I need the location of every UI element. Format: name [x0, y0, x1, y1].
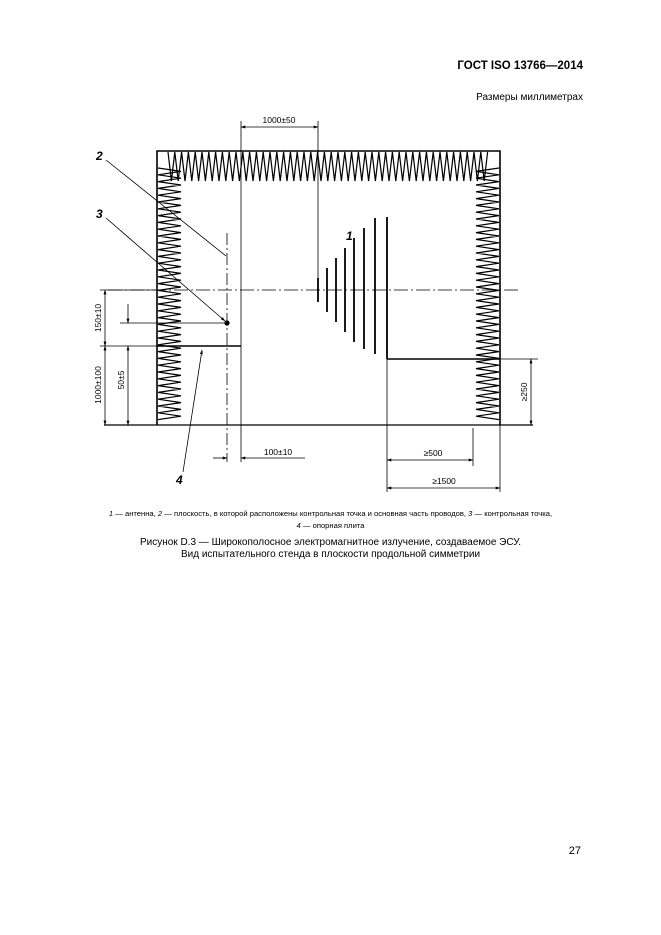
- page-number: 27: [568, 845, 581, 857]
- caption-line-1: Рисунок D.3 — Широкополосное электромагнитное излучение, создаваемое ЭСУ.: [139, 537, 522, 548]
- legend-item-2: 2 — плоскость, в которой расположены контрольная точка и основная часть проводов,: [157, 509, 467, 518]
- caption-line-2: Вид испытательного стенда в плоскости продольной симметрии: [180, 549, 481, 560]
- chamber-wall: [157, 151, 500, 425]
- callout-2: 2: [96, 149, 103, 163]
- callout-4: 4: [176, 473, 183, 487]
- figure-caption: [40, 537, 621, 561]
- callout-3: 3: [96, 207, 103, 221]
- units-note: Размеры миллиметрах: [476, 92, 583, 103]
- dim-bottom-right-2-label: ≥1500: [432, 476, 456, 486]
- callout-1: 1: [346, 229, 353, 243]
- dim-bottom-left-label: 100±10: [263, 447, 293, 457]
- legend-item-4: 4 — опорная плита: [296, 521, 365, 530]
- absorber-right: [476, 168, 499, 420]
- dim-bottom-right-1-label: ≥500: [423, 448, 443, 458]
- absorber-top: [168, 152, 488, 181]
- legend-item-3: 3 — контрольная точка,: [468, 509, 553, 518]
- dim-top-label: 1000±50: [262, 115, 296, 125]
- dim-left-small-label: 50±5: [116, 370, 126, 390]
- legend-item-1: 1 — антенна,: [108, 509, 156, 518]
- dim-left-lower-label: 1000±100: [93, 366, 103, 404]
- dim-right-label: ≥250: [519, 382, 529, 402]
- figure-legend: [50, 508, 611, 532]
- callout-4-leader: [183, 350, 202, 472]
- standard-code: ГОСТ ISO 13766—2014: [457, 60, 583, 72]
- absorber-left: [158, 168, 181, 420]
- dim-left-upper-label: 150±10: [93, 303, 103, 333]
